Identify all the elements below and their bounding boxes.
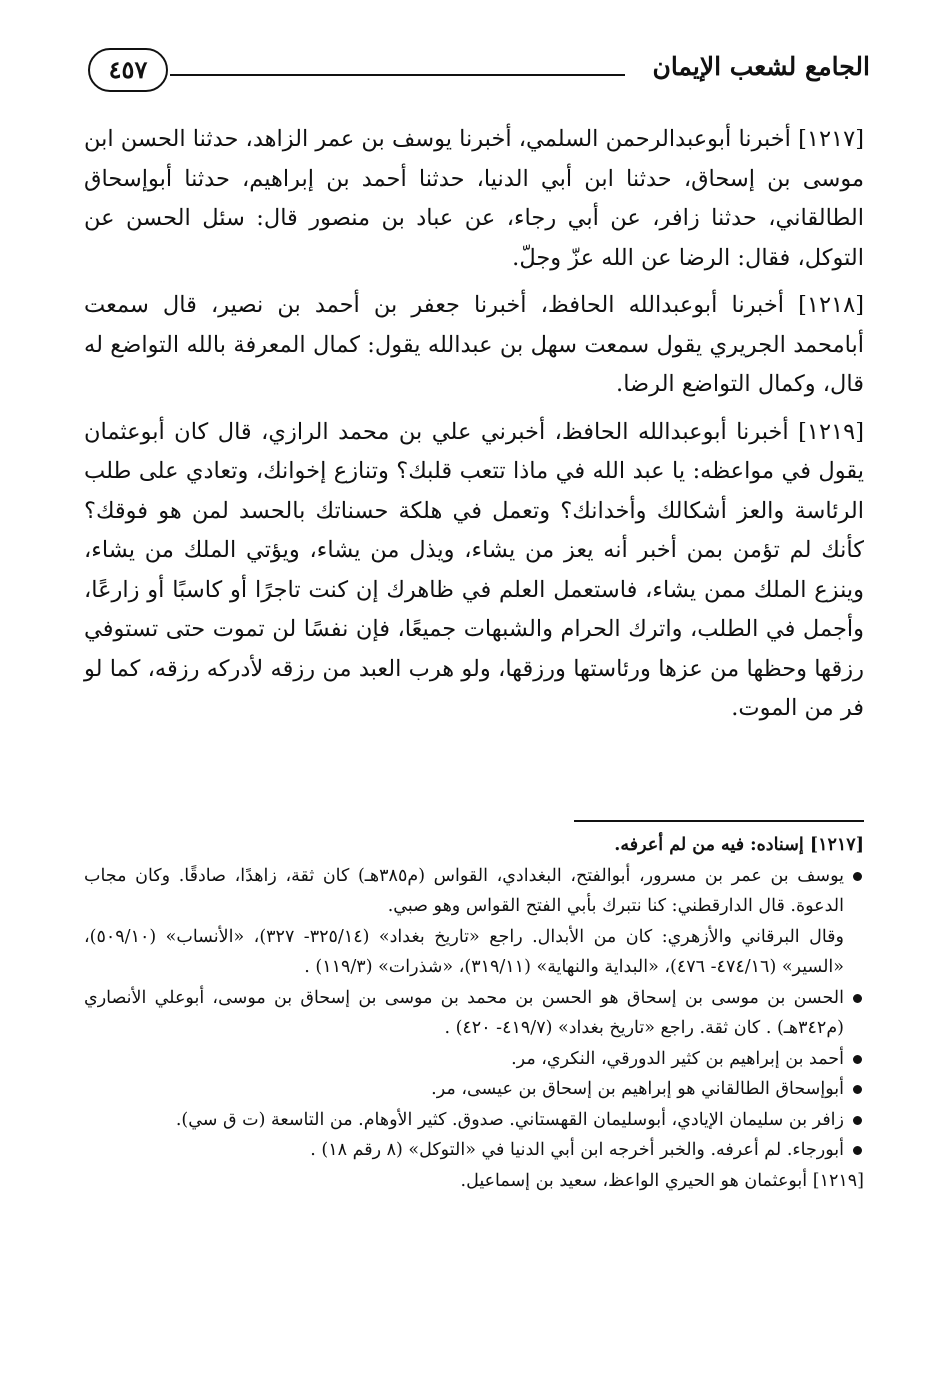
footnote-divider [574, 820, 864, 822]
footnotes [84, 830, 864, 1196]
footnote-line: أبورجاء. لم أعرفه. والخبر أخرجه ابن أبي الدنيا في «التوكل» (٨ رقم ١٨) . [310, 1140, 844, 1160]
footnote-item [84, 1105, 864, 1136]
header-rule [170, 74, 625, 76]
hadith-1218: [١٢١٨] أخبرنا أبوعبدالله الحافظ، أخبرنا جعفر بن أحمد بن نصير، قال سمعت أبامحمد الجريري يقول سمعت سهل بن عبدالله يقول: كمال المعرفة بالله التواضع له قال، وكمال التواضع الرضا. [84, 292, 864, 397]
footnote-line: وقال البرقاني والأزهري: كان من الأبدال. راجع «تاريخ بغداد» (٣٢٥/١٤- ٣٢٧)، «الأنساب» (٥٠٩/١٠)، «السير» (٤٧٤/١٦- ٤٧٦)، «البداية والنهاية» (٣١٩/١١)، «شذرات» (١١٩/٣) . [84, 926, 844, 977]
bullet-icon [853, 872, 862, 881]
footnote-1219: [١٢١٩] أبوعثمان هو الحيري الواعظ، سعيد بن إسماعيل. [460, 1170, 864, 1191]
bullet-icon [853, 1116, 862, 1125]
footnote-line: أحمد بن إبراهيم بن كثير الدورقي، النكري، مر. [511, 1048, 844, 1069]
footnote-item [84, 1074, 864, 1105]
bullet-icon [853, 1055, 862, 1064]
footnote-item [84, 1044, 864, 1075]
page-header [80, 40, 870, 110]
footnote-item [84, 1135, 864, 1166]
footnote-line: زافر بن سليمان الإيادي، أبوسليمان القهستاني. صدوق. كثير الأوهام. من التاسعة (ت ق سي). [175, 1109, 844, 1130]
footnote-line: أبوإسحاق الطالقاني هو إبراهيم بن إسحاق بن عيسى، مر. [431, 1079, 844, 1099]
bullet-icon [853, 1146, 862, 1155]
footnote-line: يوسف بن عمر بن مسرور، أبوالفتح، البغدادي، القواس (م٣٨٥هـ) كان ثقة، زاهدًا، صادقًا. وكان مجاب الدعوة. قال الدارقطني: كنا نتبرك بأبي الفتح القواس وهو صبي. [84, 865, 844, 916]
page-number: ٤٥٧ [88, 48, 168, 92]
bullet-icon [853, 1085, 862, 1094]
footnote-heading: [١٢١٧] إسناده: فيه من لم أعرفه. [614, 835, 864, 855]
footnote-item [84, 983, 864, 1044]
footnote-list [84, 861, 864, 1166]
running-title: الجامع لشعب الإيمان [652, 52, 870, 81]
footnote-line: الحسن بن موسى بن إسحاق هو الحسن بن محمد بن موسى بن إسحاق بن موسى، أبوعلي الأنصاري (م٣٤٢هـ) . كان ثقة. راجع «تاريخ بغداد» (٤١٩/٧- ٤٢٠) . [84, 987, 844, 1038]
bullet-icon [853, 994, 862, 1003]
footnote-item [84, 861, 864, 983]
main-text [84, 120, 864, 737]
hadith-1219: [١٢١٩] أخبرنا أبوعبدالله الحافظ، أخبرني علي بن محمد الرازي، قال كان أبوعثمان يقول في مواعظه: يا عبد الله في ماذا تتعب قلبك؟ وتنازع إخوانك، وتعادي على طلب الرئاسة والعز أشكالك وأخدانك؟ وتعمل في هلكة حسناتك بالحسد لمن هو فوقك؟ كأنك لم تؤمن بمن أخبر أنه يعز من يشاء، ويذل من يشاء، ويؤتي الملك من يشاء، وينزع الملك ممن يشاء، فاستعمل العلم في ظاهرك إن كنت تاجرًا أو كاسبًا أو زارعًا، وأجمل في الطلب، واترك الحرام والشبهات جميعًا، فإن نفسًا لن تموت حتى تستوفي رزقها وحظها من عزها ورئاستها ورزقها، ولو هرب العبد من رزقه لأدركه رزقه، كما لو فر من الموت. [84, 418, 864, 721]
hadith-1217: [١٢١٧] أخبرنا أبوعبدالرحمن السلمي، أخبرنا يوسف بن عمر الزاهد، حدثنا الحسن ابن موسى بن إسحاق، حدثنا ابن أبي الدنيا، حدثنا أحمد بن إبراهيم، حدثنا أبوإسحاق الطالقاني، حدثنا زافر، عن أبي رجاء، عن عباد بن منصور قال: سئل الحسن عن التوكل، فقال: الرضا عن الله عزّ وجلّ. [84, 126, 864, 271]
